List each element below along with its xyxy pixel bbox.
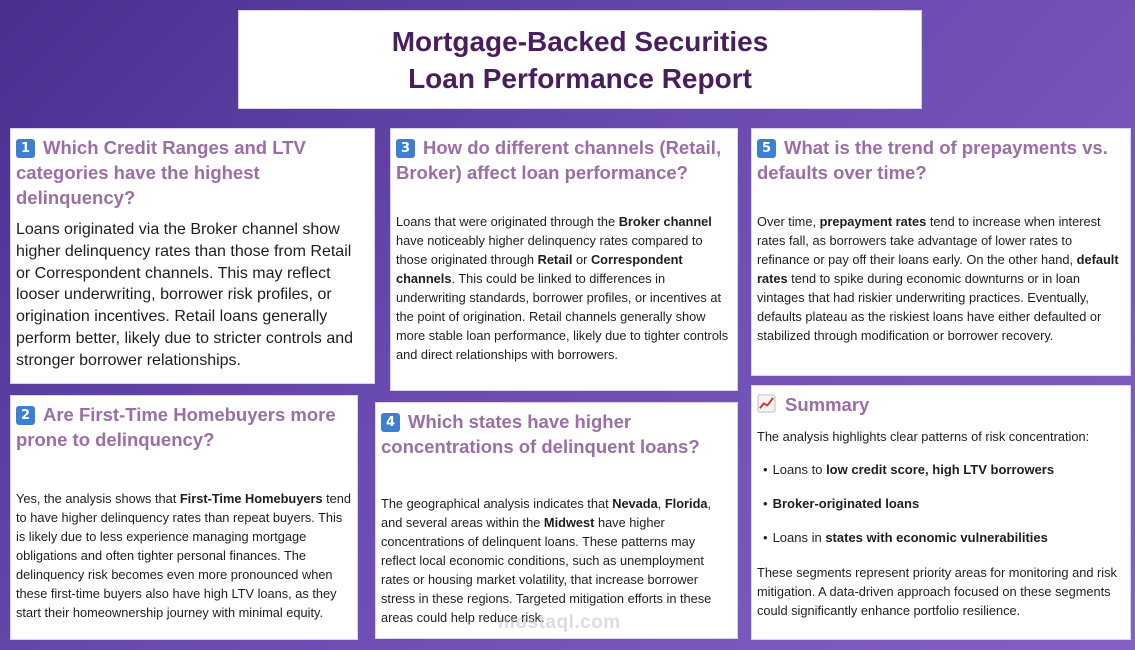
question-3-title: How do different channels (Retail, Broker) affect loan performance? — [396, 137, 722, 183]
question-1-heading — [16, 135, 369, 210]
q4-text-3: , and several areas within the — [381, 496, 712, 530]
q3-bold-1: Broker channel — [618, 214, 712, 229]
question-1-answer: Loans originated via the Broker channel show higher delinquency rates than those from Retail or Correspondent channels. This may reflect looser underwriting, borrower risk profiles, or origination incentives. Retail loans generally perform better, likely due to stricter controls and stronger borrower relationships. — [16, 221, 354, 369]
chart-increasing-icon — [757, 394, 776, 413]
bullet-marker: • — [763, 530, 768, 545]
summary-bullet-1-text: Loans to — [772, 462, 827, 477]
summary-bullet-3-bold: states with economic vulnerabilities — [825, 530, 1048, 545]
q4-bold-2: Florida — [664, 496, 708, 511]
question-card-1 — [10, 128, 375, 384]
q2-text-1: Yes, the analysis shows that — [16, 491, 180, 506]
summary-bullet-1-bold: low credit score, high LTV borrowers — [826, 462, 1055, 477]
number-3-icon: 3 — [396, 139, 415, 158]
question-card-2 — [10, 395, 358, 640]
number-5-icon: 5 — [757, 139, 776, 158]
report-title-line-2: Loan Performance Report — [408, 62, 752, 94]
watermark: mostaql.com — [498, 612, 621, 633]
q2-text-2: tend to have higher delinquency rates than repeat buyers. This is likely due to less experience managing mortgage obligations and often tighter personal finances. The delinquency risk becomes even more pronounced when these first-time buyers also have high LTV loans, as they start their homeownership journey with minimal equity. — [16, 491, 352, 620]
q3-text-1: Loans that were originated through the — [396, 214, 619, 229]
question-2-title: Are First-Time Homebuyers more prone to delinquency? — [16, 404, 336, 450]
number-4-icon: 4 — [381, 413, 400, 432]
question-card-4 — [375, 402, 738, 639]
question-5-answer — [757, 212, 1125, 345]
number-1-icon: 1 — [16, 139, 35, 158]
q4-text-2: , — [657, 496, 665, 511]
question-1-title: Which Credit Ranges and LTV categories have the highest delinquency? — [16, 137, 306, 208]
bullet-marker: • — [763, 462, 768, 477]
summary-heading — [757, 392, 1125, 417]
summary-title: Summary — [785, 394, 870, 415]
report-title-line-1: Mortgage-Backed Securities — [391, 25, 769, 57]
q5-bold-1: prepayment rates — [819, 214, 927, 229]
question-4-title: Which states have higher concentrations of delinquent loans? — [381, 411, 700, 457]
summary-intro: The analysis highlights clear patterns of risk concentration: — [757, 429, 1090, 444]
question-card-5 — [751, 128, 1131, 376]
question-card-3 — [390, 128, 738, 391]
q4-bold-3: Midwest — [543, 515, 595, 530]
q2-bold-1: First-Time Homebuyers — [179, 491, 323, 506]
q3-bold-2: Retail — [537, 252, 573, 267]
summary-bullet-3 — [763, 529, 1125, 547]
q5-bold-2: default rates — [757, 252, 1119, 286]
question-4-heading — [381, 409, 732, 459]
question-3-answer — [396, 212, 732, 364]
q5-text-3: tend to spike during economic downturns or in loan vintages that had riskier underwriting practices. Eventually, defaults plateau as the riskiest loans have either defaulted or stabilized through modification or borrower recovery. — [757, 271, 1102, 343]
report-title-card — [238, 10, 922, 109]
q5-text-1: Over time, — [757, 214, 820, 229]
q3-text-3: or — [572, 252, 591, 267]
q4-text-4: have higher concentrations of delinquent loans. These patterns may reflect local economic conditions, such as unemployment rates or housing market volatility, that increase borrower stress in these regions. Targeted mitigation efforts in these areas could help reduce risk. — [381, 515, 712, 625]
question-3-heading — [396, 135, 732, 185]
q3-text-2: have noticeably higher delinquency rates compared to those originated through — [396, 233, 703, 267]
summary-bullet-3-text: Loans in — [772, 530, 826, 545]
question-5-heading — [757, 135, 1125, 185]
q3-text-4: . This could be linked to differences in underwriting standards, borrower profiles, or incentives at the point of origination. Retail channels generally show more stable loan performance, likely due to tighter controls and direct relationships with borrowers. — [396, 271, 729, 362]
summary-card — [751, 385, 1131, 640]
bullet-marker: • — [763, 496, 768, 511]
question-2-answer — [16, 489, 352, 622]
q3-bold-3: Correspondent channels — [396, 252, 683, 286]
summary-bullet-1 — [763, 461, 1125, 479]
q5-text-2: tend to increase when interest rates fall, as borrowers take advantage of lower rates to refinance or pay off their loans early. On the other hand, — [757, 214, 1101, 267]
q4-bold-1: Nevada — [612, 496, 658, 511]
question-5-title: What is the trend of prepayments vs. defaults over time? — [757, 137, 1108, 183]
q4-text-1: The geographical analysis indicates that — [381, 496, 613, 511]
summary-bullet-2 — [763, 495, 1125, 513]
question-2-heading — [16, 402, 352, 452]
question-4-answer — [381, 494, 732, 627]
summary-bullet-2-bold: Broker-originated loans — [772, 496, 920, 511]
number-2-icon: 2 — [16, 406, 35, 425]
summary-outro: These segments represent priority areas for monitoring and risk mitigation. A data-driven approach focused on these segments could significantly enhance portfolio resilience. — [757, 565, 1117, 618]
